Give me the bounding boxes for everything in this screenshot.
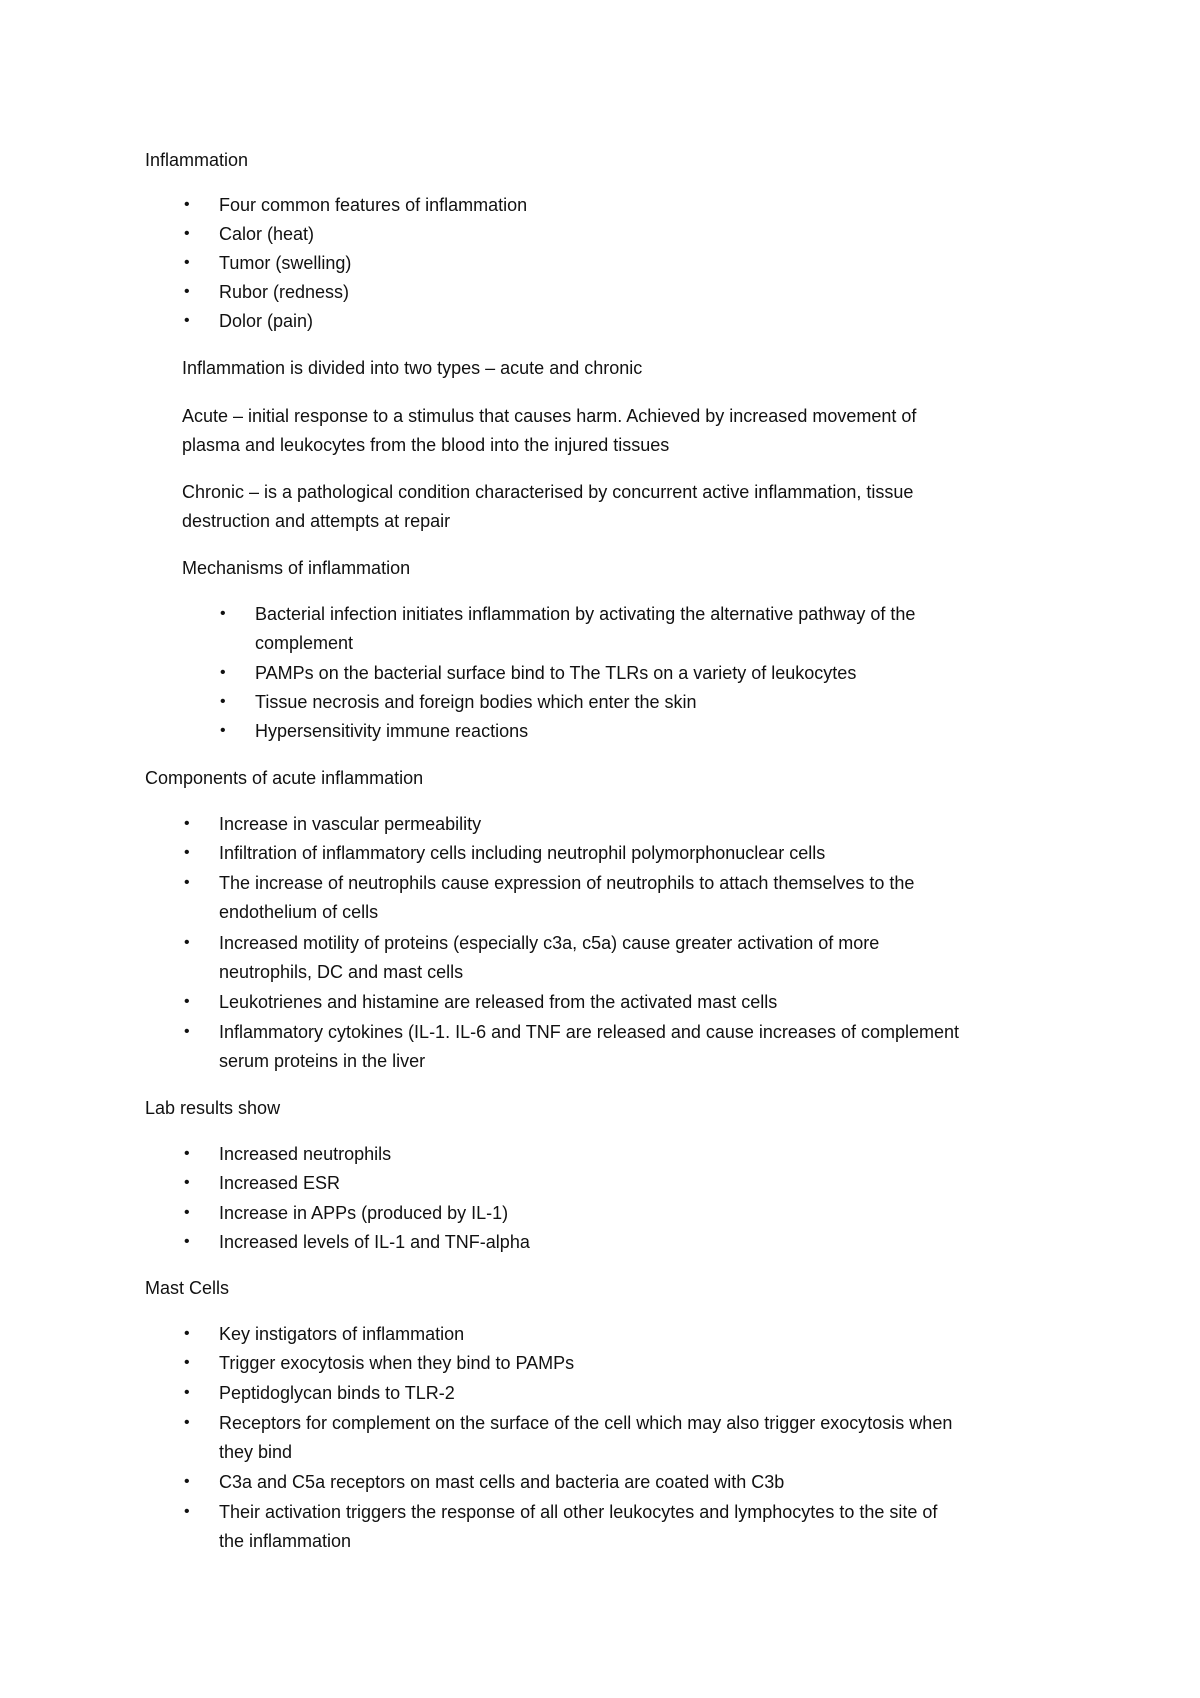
list-item: Increase in APPs (produced by IL-1) [219, 1203, 509, 1223]
list-item: Rubor (redness) [219, 282, 350, 302]
bullet-glyph: • [184, 1145, 190, 1162]
list-item: Leukotrienes and histamine are released from the activated mast cells [219, 992, 778, 1012]
paragraph-chronic-line: Chronic – is a pathological condition characterised by concurrent active inflammation, tissue [182, 482, 914, 502]
list-item-continuation: they bind [219, 1442, 293, 1462]
document-title: Inflammation [145, 150, 249, 170]
list-item: Tissue necrosis and foreign bodies which enter the skin [255, 692, 697, 712]
list-item-continuation: serum proteins in the liver [219, 1051, 426, 1071]
list-item: Peptidoglycan binds to TLR-2 [219, 1383, 455, 1403]
bullet-glyph: • [184, 1233, 190, 1250]
list-item: Increased ESR [219, 1173, 341, 1193]
list-item: Key instigators of inflammation [219, 1324, 465, 1344]
bullet-glyph: • [184, 1473, 190, 1490]
bullet-glyph: • [184, 283, 190, 300]
bullet-glyph: • [184, 934, 190, 951]
paragraph-acute-line: plasma and leukocytes from the blood into the injured tissues [182, 435, 670, 455]
list-item-continuation: neutrophils, DC and mast cells [219, 962, 464, 982]
bullet-glyph: • [184, 993, 190, 1010]
bullet-glyph: • [184, 1414, 190, 1431]
bullet-glyph: • [220, 605, 226, 622]
list-item: Increased levels of IL-1 and TNF-alpha [219, 1232, 530, 1252]
list-item: Increased motility of proteins (especially c3a, c5a) cause greater activation of more [219, 933, 880, 953]
bullet-glyph: • [184, 254, 190, 271]
list-item: Receptors for complement on the surface of the cell which may also trigger exocytosis when [219, 1413, 953, 1433]
paragraph-chronic-line: destruction and attempts at repair [182, 511, 451, 531]
bullet-glyph: • [220, 693, 226, 710]
list-item: C3a and C5a receptors on mast cells and bacteria are coated with C3b [219, 1472, 785, 1492]
bullet-glyph: • [184, 1503, 190, 1520]
bullet-glyph: • [184, 1023, 190, 1040]
list-item: Calor (heat) [219, 224, 315, 244]
section-heading-mechanisms: Mechanisms of inflammation [182, 558, 411, 578]
paragraph-types: Inflammation is divided into two types – acute and chronic [182, 358, 643, 378]
list-item-continuation: complement [255, 633, 354, 653]
bullet-glyph: • [220, 664, 226, 681]
bullet-glyph: • [184, 874, 190, 891]
list-item: PAMPs on the bacterial surface bind to The TLRs on a variety of leukocytes [255, 663, 857, 683]
section-heading-lab: Lab results show [145, 1098, 281, 1118]
paragraph-acute-line: Acute – initial response to a stimulus that causes harm. Achieved by increased movement of [182, 406, 917, 426]
bullet-glyph: • [184, 312, 190, 329]
section-heading-components: Components of acute inflammation [145, 768, 424, 788]
bullet-glyph: • [184, 844, 190, 861]
list-item: Inflammatory cytokines (IL-1. IL-6 and TNF are released and cause increases of complement [219, 1022, 960, 1042]
bullet-glyph: • [184, 225, 190, 242]
bullet-glyph: • [184, 1325, 190, 1342]
list-item: Increased neutrophils [219, 1144, 392, 1164]
list-item: Dolor (pain) [219, 311, 314, 331]
list-item: Trigger exocytosis when they bind to PAMPs [219, 1353, 575, 1373]
bullet-glyph: • [220, 722, 226, 739]
list-item-continuation: the inflammation [219, 1531, 352, 1551]
bullet-glyph: • [184, 1354, 190, 1371]
bullet-glyph: • [184, 1174, 190, 1191]
list-item: Increase in vascular permeability [219, 814, 482, 834]
bullet-glyph: • [184, 815, 190, 832]
list-item: Four common features of inflammation [219, 195, 528, 215]
list-item-continuation: endothelium of cells [219, 902, 379, 922]
list-item: Hypersensitivity immune reactions [255, 721, 529, 741]
section-heading-mast-cells: Mast Cells [145, 1278, 230, 1298]
bullet-glyph: • [184, 1384, 190, 1401]
list-item: Bacterial infection initiates inflammation by activating the alternative pathway of the [255, 604, 916, 624]
bullet-glyph: • [184, 196, 190, 213]
bullet-glyph: • [184, 1204, 190, 1221]
list-item: Infiltration of inflammatory cells including neutrophil polymorphonuclear cells [219, 843, 826, 863]
list-item: The increase of neutrophils cause expression of neutrophils to attach themselves to the [219, 873, 915, 893]
list-item: Their activation triggers the response of all other leukocytes and lymphocytes to the site of [219, 1502, 938, 1522]
list-item: Tumor (swelling) [219, 253, 352, 273]
